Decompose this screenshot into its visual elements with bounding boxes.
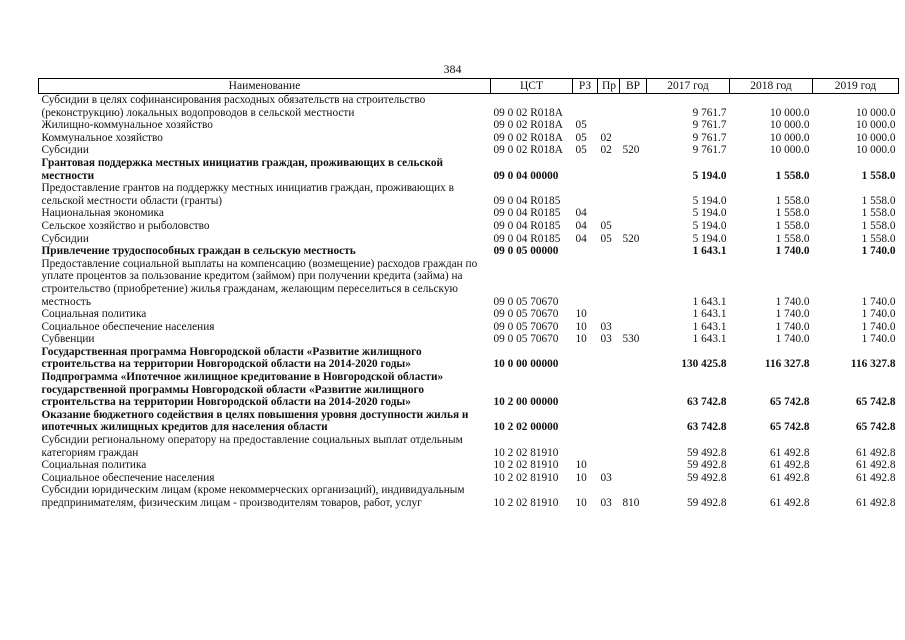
row-pr xyxy=(598,459,620,472)
row-2019: 10 000.0 xyxy=(855,119,896,132)
row-2018: 65 742.8 xyxy=(769,396,810,409)
header-2018: 2018 год xyxy=(730,79,813,94)
table-row xyxy=(39,245,899,258)
header-2019: 2019 год xyxy=(813,79,899,94)
row-pr xyxy=(598,207,620,220)
row-vr xyxy=(620,207,647,220)
row-2019: 1 558.0 xyxy=(861,232,896,245)
row-2019: 1 558.0 xyxy=(861,219,896,232)
row-2018: 1 558.0 xyxy=(775,232,810,245)
row-2017: 5 194.0 xyxy=(692,207,727,220)
row-name: Коммунальное хозяйство xyxy=(41,131,163,144)
header-rz: РЗ xyxy=(573,79,598,94)
table-row xyxy=(39,144,899,157)
row-2019: 1 740.0 xyxy=(861,320,896,333)
row-name: Субсидии в целях софинансирования расходных обязательств на строительство (реконструкцию) локальных водопроводов в сельской местности xyxy=(41,94,426,119)
row-rz: 05 xyxy=(575,144,587,157)
row-2017: 5 194.0 xyxy=(692,219,727,232)
row-pr xyxy=(598,182,620,207)
row-rz: 05 xyxy=(575,119,587,132)
header-cst: ЦСТ xyxy=(491,79,573,94)
row-2017: 1 643.1 xyxy=(692,320,727,333)
row-2019: 1 740.0 xyxy=(861,245,896,258)
row-2019: 65 742.8 xyxy=(855,421,896,434)
row-vr xyxy=(620,119,647,132)
row-2018: 1 740.0 xyxy=(775,308,810,321)
table-row xyxy=(39,182,899,207)
table-row xyxy=(39,119,899,132)
row-vr xyxy=(620,346,647,371)
row-cst: 09 0 04 R0185 xyxy=(493,207,561,220)
row-name: Социальное обеспечение населения xyxy=(41,471,215,484)
row-2017: 9 761.7 xyxy=(692,106,727,119)
row-vr xyxy=(620,132,647,145)
row-2017: 5 194.0 xyxy=(692,169,727,182)
table-row xyxy=(39,94,899,120)
row-rz: 05 xyxy=(575,131,587,144)
row-pr: 05 xyxy=(600,219,612,232)
row-cst: 10 0 00 00000 xyxy=(493,358,559,371)
row-name: Оказание бюджетного содействия в целях повышения уровня доступности жилья и ипотечных жилищных кредитов для населения области xyxy=(41,408,469,434)
row-rz xyxy=(573,371,598,409)
row-pr xyxy=(598,434,620,459)
row-cst: 09 0 05 70670 xyxy=(493,295,559,308)
row-2017: 1 643.1 xyxy=(692,295,727,308)
row-2019: 10 000.0 xyxy=(855,106,896,119)
row-name: Субсидии xyxy=(41,232,89,245)
row-2017: 130 425.8 xyxy=(681,358,727,371)
row-2017: 59 492.8 xyxy=(686,471,727,484)
row-2019: 1 740.0 xyxy=(861,295,896,308)
row-name: Социальное обеспечение населения xyxy=(41,320,215,333)
row-vr xyxy=(620,434,647,459)
row-2018: 61 492.8 xyxy=(769,497,810,509)
row-cst: 09 0 04 R0185 xyxy=(493,232,561,245)
row-2017: 59 492.8 xyxy=(686,459,727,472)
row-pr xyxy=(598,409,620,434)
row-pr: 03 xyxy=(600,333,612,346)
row-2018: 10 000.0 xyxy=(769,131,810,144)
row-2017: 9 761.7 xyxy=(692,144,727,157)
row-cst: 10 2 02 81910 xyxy=(493,446,559,459)
row-2019: 61 492.8 xyxy=(855,497,896,509)
row-rz xyxy=(573,434,598,459)
row-2018: 1 558.0 xyxy=(775,207,810,220)
row-rz: 10 xyxy=(575,333,587,346)
row-cst: 10 2 00 00000 xyxy=(493,396,559,409)
row-2017: 1 643.1 xyxy=(692,333,727,346)
table-row xyxy=(39,459,899,472)
row-2017: 9 761.7 xyxy=(692,119,727,132)
header-2017: 2017 год xyxy=(647,79,730,94)
table-row xyxy=(39,472,899,485)
table-row xyxy=(39,258,899,308)
row-pr xyxy=(598,245,620,258)
header-vr: ВР xyxy=(620,79,647,94)
row-2018: 10 000.0 xyxy=(769,119,810,132)
row-name: Жилищно-коммунальное хозяйство xyxy=(41,119,213,132)
row-rz xyxy=(573,245,598,258)
row-vr xyxy=(620,409,647,434)
row-cst: 09 0 05 70670 xyxy=(493,308,559,321)
row-cst: 09 0 05 70670 xyxy=(493,320,559,333)
row-vr xyxy=(620,220,647,233)
row-name: Национальная экономика xyxy=(41,207,164,220)
table-row xyxy=(39,207,899,220)
row-vr: 520 xyxy=(622,144,640,157)
row-name: Субсидии юридическим лицам (кроме некоммерческих организаций), индивидуальным предпринимателям, физическим лицам - производителям товаров, работ, услуг xyxy=(41,484,465,509)
row-cst: 09 0 02 R018A xyxy=(493,106,563,119)
row-name: Привлечение трудоспособных граждан в сельскую местность xyxy=(41,245,356,258)
row-2017: 5 194.0 xyxy=(692,194,727,207)
row-2018: 61 492.8 xyxy=(769,446,810,459)
row-vr xyxy=(620,258,647,308)
row-2018: 61 492.8 xyxy=(769,459,810,472)
table-row xyxy=(39,220,899,233)
row-rz xyxy=(573,182,598,207)
table-row xyxy=(39,346,899,371)
row-name: Социальная политика xyxy=(41,459,147,472)
row-2018: 1 558.0 xyxy=(775,219,810,232)
row-2018: 10 000.0 xyxy=(769,106,810,119)
row-vr: 530 xyxy=(622,333,640,346)
row-name: Сельское хозяйство и рыболовство xyxy=(41,219,210,232)
row-2019: 1 558.0 xyxy=(861,169,896,182)
table-body xyxy=(39,94,899,510)
table-row xyxy=(39,371,899,409)
row-cst: 09 0 04 R0185 xyxy=(493,194,561,207)
row-rz: 04 xyxy=(575,232,587,245)
row-rz xyxy=(573,258,598,308)
row-pr xyxy=(598,258,620,308)
row-vr xyxy=(620,245,647,258)
row-name: Субсидии региональному оператору на предоставление социальных выплат отдельным категориям граждан xyxy=(41,434,463,459)
row-pr xyxy=(598,371,620,409)
row-cst: 09 0 02 R018A xyxy=(493,144,563,157)
row-pr: 03 xyxy=(600,320,612,333)
row-2019: 61 492.8 xyxy=(855,459,896,472)
row-pr: 02 xyxy=(600,144,612,157)
table-row xyxy=(39,233,899,246)
row-2018: 10 000.0 xyxy=(769,144,810,157)
row-2019: 1 558.0 xyxy=(861,207,896,220)
row-rz: 10 xyxy=(575,320,587,333)
table-row xyxy=(39,409,899,434)
row-cst: 09 0 05 70670 xyxy=(493,333,559,346)
row-2019: 1 558.0 xyxy=(861,194,896,207)
row-pr: 03 xyxy=(600,497,612,509)
row-2019: 61 492.8 xyxy=(855,446,896,459)
row-pr: 03 xyxy=(600,471,612,484)
row-pr xyxy=(598,346,620,371)
budget-table xyxy=(38,78,899,510)
row-2018: 1 740.0 xyxy=(775,333,810,346)
row-2017: 59 492.8 xyxy=(686,446,727,459)
row-2018: 1 740.0 xyxy=(775,320,810,333)
row-rz: 04 xyxy=(575,207,587,220)
row-rz xyxy=(573,409,598,434)
table-header xyxy=(39,79,899,94)
row-2019: 1 740.0 xyxy=(861,308,896,321)
header-pr: Пр xyxy=(598,79,620,94)
row-rz: 10 xyxy=(575,471,587,484)
row-vr: 810 xyxy=(622,497,640,509)
row-cst: 09 0 04 00000 xyxy=(493,169,559,182)
table-row xyxy=(39,321,899,334)
row-vr xyxy=(620,308,647,321)
row-vr xyxy=(620,182,647,207)
row-2019: 65 742.8 xyxy=(855,396,896,409)
row-2018: 1 740.0 xyxy=(775,295,810,308)
row-pr: 02 xyxy=(600,131,612,144)
row-pr: 05 xyxy=(600,232,612,245)
row-vr xyxy=(620,321,647,334)
row-2018: 1 558.0 xyxy=(775,169,810,182)
page-number: 384 xyxy=(443,62,462,76)
row-name: Предоставление грантов на поддержку местных инициатив граждан, проживающих в сельской местности области (гранты) xyxy=(41,182,454,207)
row-cst: 09 0 04 R0185 xyxy=(493,219,561,232)
row-2018: 61 492.8 xyxy=(769,471,810,484)
row-vr xyxy=(620,157,647,182)
table-row xyxy=(39,434,899,459)
row-cst: 09 0 05 00000 xyxy=(493,245,559,258)
row-rz xyxy=(573,157,598,182)
row-name: Предоставление социальной выплаты на компенсацию (возмещение) расходов граждан по уплате процентов за пользование кредитом (займом) при получении кредита (займа) на строительство (приобретение) жилья гражданам, желающим переселиться в сельскую местность xyxy=(41,257,478,308)
row-pr xyxy=(598,157,620,182)
row-cst: 10 2 02 81910 xyxy=(493,459,559,472)
row-name: Грантовая поддержка местных инициатив граждан, проживающих в сельской местности xyxy=(41,156,443,182)
row-vr xyxy=(620,472,647,485)
row-pr xyxy=(598,308,620,321)
row-2017: 1 643.1 xyxy=(692,308,727,321)
row-rz: 10 xyxy=(575,308,587,321)
table-row xyxy=(39,484,899,509)
row-vr xyxy=(620,371,647,409)
row-2019: 116 327.8 xyxy=(850,358,896,371)
row-2017: 63 742.8 xyxy=(686,396,727,409)
row-2018: 1 740.0 xyxy=(775,245,810,258)
row-pr xyxy=(598,94,620,120)
row-2019: 10 000.0 xyxy=(855,131,896,144)
table-row xyxy=(39,308,899,321)
row-vr: 520 xyxy=(622,232,640,245)
row-name: Государственная программа Новгородской области «Развитие жилищного строительства на территории Новгородской области на 2014-2020 годы» xyxy=(41,345,422,371)
row-name: Подпрограмма «Ипотечное жилищное кредитование в Новгородской области» государственной программы Новгородской области «Развитие жилищного строительства на территории Новгородской области на 2014-2020 годы» xyxy=(41,371,444,409)
header-name: Наименование xyxy=(39,79,491,94)
row-2017: 59 492.8 xyxy=(686,497,727,509)
row-rz xyxy=(573,346,598,371)
row-2018: 65 742.8 xyxy=(769,421,810,434)
row-2019: 61 492.8 xyxy=(855,471,896,484)
row-rz: 10 xyxy=(575,459,587,472)
table-row xyxy=(39,132,899,145)
row-2017: 5 194.0 xyxy=(692,232,727,245)
table-row xyxy=(39,333,899,346)
row-name: Социальная политика xyxy=(41,308,147,321)
row-vr xyxy=(620,94,647,120)
table-row xyxy=(39,157,899,182)
row-2018: 116 327.8 xyxy=(764,358,810,371)
row-cst: 10 2 02 81910 xyxy=(493,497,559,509)
row-vr xyxy=(620,459,647,472)
row-2017: 63 742.8 xyxy=(686,421,727,434)
row-rz xyxy=(573,94,598,120)
row-rz: 10 xyxy=(575,497,587,509)
row-cst: 09 0 02 R018A xyxy=(493,131,563,144)
row-2019: 10 000.0 xyxy=(855,144,896,157)
row-2017: 1 643.1 xyxy=(692,245,727,258)
row-2017: 9 761.7 xyxy=(692,131,727,144)
row-name: Субсидии xyxy=(41,144,89,157)
row-2018: 1 558.0 xyxy=(775,194,810,207)
row-rz: 04 xyxy=(575,219,587,232)
row-cst: 10 2 02 81910 xyxy=(493,471,559,484)
row-name: Субвенции xyxy=(41,333,95,346)
row-pr xyxy=(598,119,620,132)
row-cst: 10 2 02 00000 xyxy=(493,421,559,434)
row-cst: 09 0 02 R018A xyxy=(493,119,563,132)
row-2019: 1 740.0 xyxy=(861,333,896,346)
